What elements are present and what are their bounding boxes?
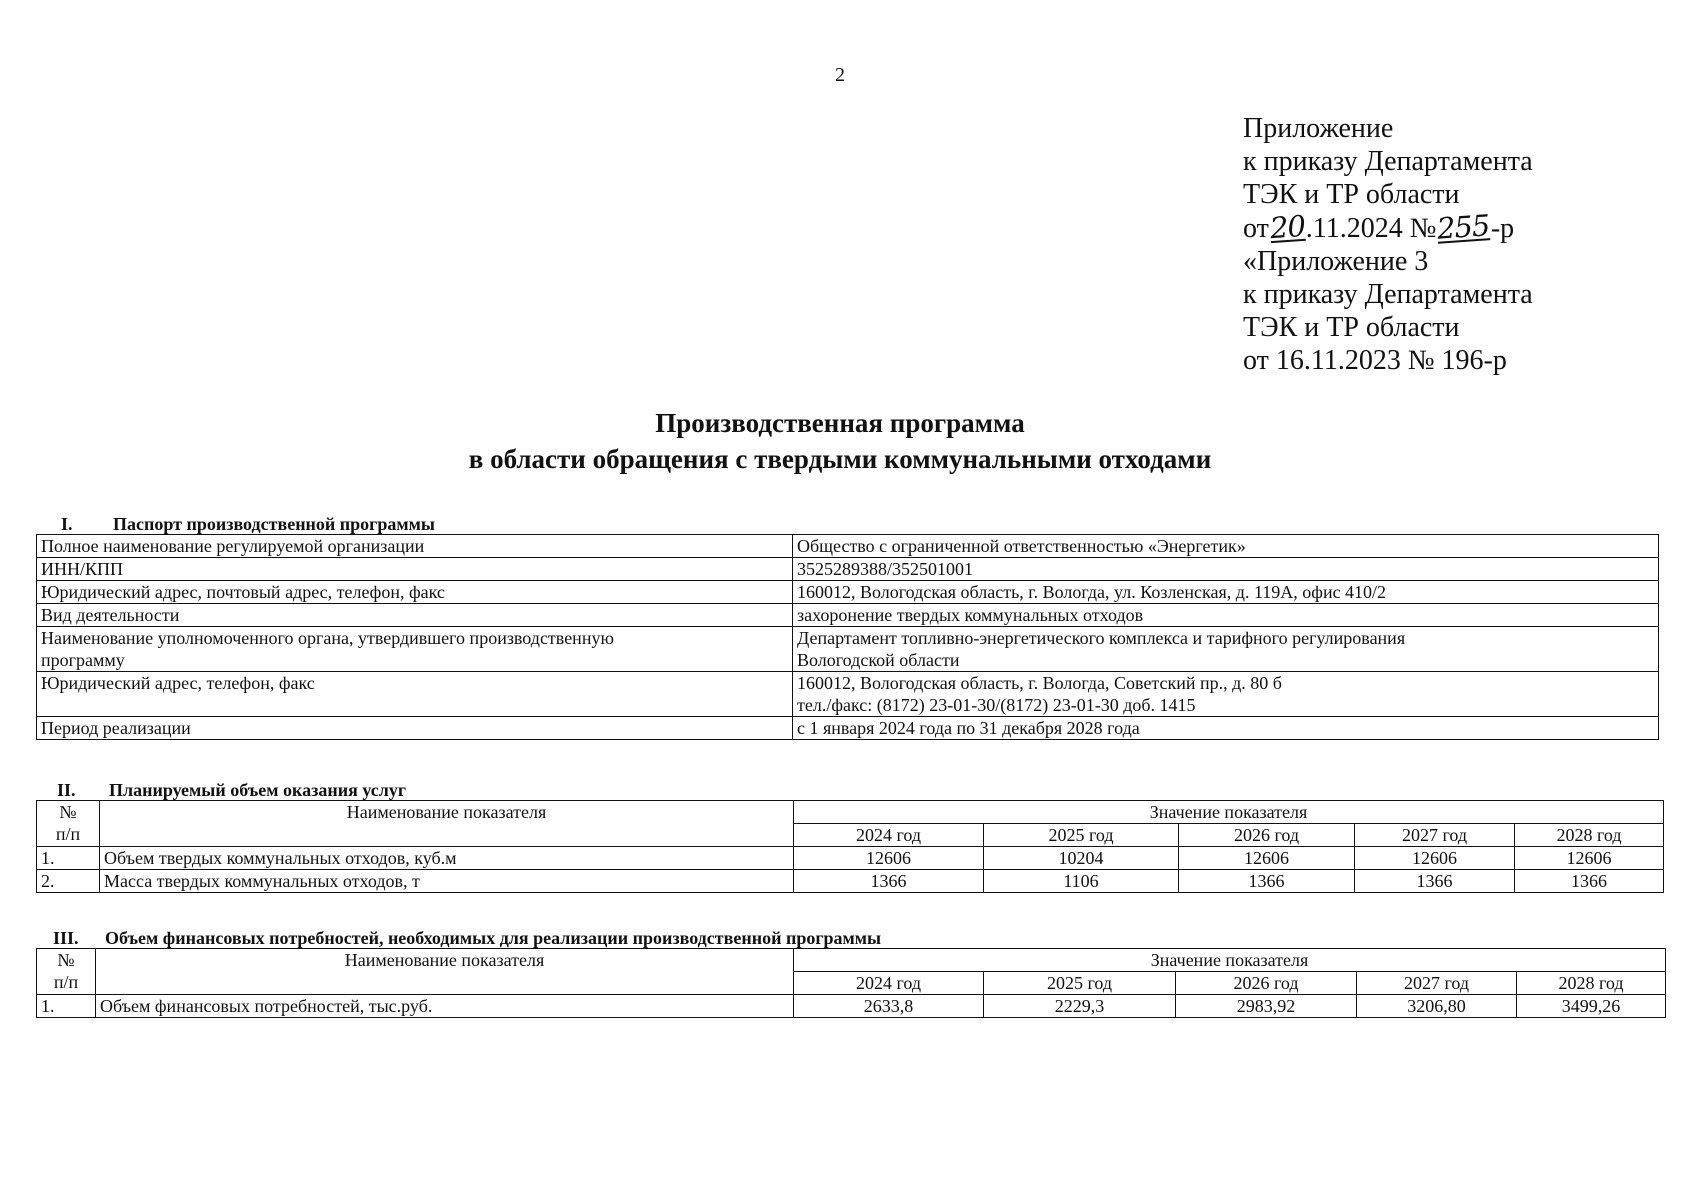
year-header: 2027 год	[1357, 972, 1517, 995]
table-cell: с 1 января 2024 года по 31 декабря 2028 года	[793, 717, 1659, 740]
year-header: 2024 год	[794, 972, 984, 995]
appendix-line: ТЭК и ТР области	[1243, 179, 1460, 210]
table-cell: 160012, Вологодская область, г. Вологда, ул. Козленская, д. 119А, офис 410/2	[793, 581, 1659, 604]
row-value: 3499,26	[1517, 995, 1666, 1018]
row-number: 1.	[37, 847, 100, 870]
appendix-line: «Приложение 3	[1243, 246, 1429, 277]
section-heading	[53, 928, 881, 948]
year-header: 2026 год	[1179, 824, 1355, 847]
document-title	[0, 405, 1680, 477]
column-header-value: Значение показателя	[794, 949, 1666, 972]
row-value: 2983,92	[1176, 995, 1357, 1018]
table-row	[37, 717, 1659, 740]
table-cell: ИНН/КПП	[37, 558, 793, 581]
cell-line: п/п	[53, 972, 79, 992]
appendix-line: Приложение	[1243, 113, 1394, 144]
row-value: 12606	[1355, 847, 1515, 870]
table-row	[37, 870, 1664, 893]
appendix-line: к приказу Департамента	[1243, 146, 1533, 177]
order-date-middle: .11.2024 №	[1305, 213, 1437, 244]
column-header-name: Наименование показателя	[96, 949, 794, 995]
year-header: 2028 год	[1515, 824, 1664, 847]
table-row	[37, 995, 1666, 1018]
appendix-line: от 16.11.2023 № 196-р	[1243, 345, 1507, 376]
row-value: 12606	[1179, 847, 1355, 870]
column-header-value: Значение показателя	[794, 801, 1664, 824]
row-value: 12606	[794, 847, 984, 870]
row-value: 2633,8	[794, 995, 984, 1018]
table-cell: Юридический адрес, почтовый адрес, телефон, факс	[37, 581, 793, 604]
passport-table	[36, 534, 1659, 740]
section-title: Планируемый объем оказания услуг	[109, 780, 407, 800]
row-value: 12606	[1515, 847, 1664, 870]
cell-line: №	[57, 950, 75, 970]
row-value: 1366	[1179, 870, 1355, 893]
table-cell	[37, 627, 793, 672]
order-date-prefix: от	[1243, 213, 1269, 244]
handwritten-order-number: 255	[1436, 208, 1491, 246]
cell-line: Вологодской области	[797, 650, 960, 670]
section-number: I.	[61, 514, 73, 534]
row-value: 1366	[1355, 870, 1515, 893]
table-row	[37, 627, 1659, 672]
row-number: 1.	[37, 995, 96, 1018]
year-header: 2024 год	[794, 824, 984, 847]
title-line: в области обращения с твердыми коммунальными отходами	[468, 444, 1212, 474]
year-header: 2026 год	[1176, 972, 1357, 995]
cell-line: №	[59, 802, 77, 822]
table-cell	[793, 672, 1659, 717]
column-header-name: Наименование показателя	[100, 801, 794, 847]
year-header: 2025 год	[984, 824, 1179, 847]
title-line: Производственная программа	[655, 408, 1025, 438]
section-heading	[61, 514, 435, 534]
row-number: 2.	[37, 870, 100, 893]
table-cell: Вид деятельности	[37, 604, 793, 627]
row-value: 1366	[1515, 870, 1664, 893]
table-cell: 3525289388/352501001	[793, 558, 1659, 581]
year-header: 2027 год	[1355, 824, 1515, 847]
order-number-suffix: -р	[1490, 213, 1515, 244]
appendix-line: к приказу Департамента	[1243, 279, 1533, 310]
section-number: II.	[57, 780, 76, 800]
table-cell: Период реализации	[37, 717, 793, 740]
table-row	[37, 535, 1659, 558]
cell-line: Наименование уполномоченного органа, утвердившего производственную	[41, 628, 614, 648]
table-row	[37, 581, 1659, 604]
cell-line: 160012, Вологодская область, г. Вологда, Советский пр., д. 80 б	[797, 673, 1282, 693]
financial-needs-table	[36, 948, 1666, 1018]
table-cell	[793, 627, 1659, 672]
year-header: 2025 год	[984, 972, 1176, 995]
table-row	[37, 558, 1659, 581]
cell-line: п/п	[55, 824, 81, 844]
table-cell: Полное наименование регулируемой организации	[37, 535, 793, 558]
row-name: Объем твердых коммунальных отходов, куб.м	[100, 847, 794, 870]
table-row	[37, 847, 1664, 870]
table-header-row	[37, 801, 1664, 824]
appendix-order-line	[1243, 208, 1533, 246]
row-name: Объем финансовых потребностей, тыс.руб.	[96, 995, 794, 1018]
appendix-block	[1243, 112, 1533, 377]
row-value: 3206,80	[1357, 995, 1517, 1018]
row-value: 10204	[984, 847, 1179, 870]
row-value: 2229,3	[984, 995, 1176, 1018]
section-number: III.	[53, 928, 79, 948]
table-cell: Юридический адрес, телефон, факс	[37, 672, 793, 717]
section-heading	[57, 780, 406, 800]
row-name: Масса твердых коммунальных отходов, т	[100, 870, 794, 893]
year-header: 2028 год	[1517, 972, 1666, 995]
table-row	[37, 672, 1659, 717]
column-header-number	[37, 949, 96, 995]
section-title: Паспорт производственной программы	[113, 514, 435, 534]
services-volume-table	[36, 800, 1664, 893]
row-value: 1106	[984, 870, 1179, 893]
section-title: Объем финансовых потребностей, необходимых для реализации производственной программы	[105, 928, 882, 948]
appendix-line: ТЭК и ТР области	[1243, 312, 1460, 343]
table-row	[37, 604, 1659, 627]
handwritten-day: 20	[1268, 208, 1306, 246]
column-header-number	[37, 801, 100, 847]
cell-line: тел./факс: (8172) 23-01-30/(8172) 23-01-30 доб. 1415	[797, 695, 1196, 715]
page-number: 2	[835, 64, 845, 86]
table-header-row	[37, 949, 1666, 972]
table-cell: захоронение твердых коммунальных отходов	[793, 604, 1659, 627]
row-value: 1366	[794, 870, 984, 893]
cell-line: программу	[41, 650, 125, 670]
cell-line: Департамент топливно-энергетического комплекса и тарифного регулирования	[797, 628, 1406, 648]
table-cell: Общество с ограниченной ответственностью «Энергетик»	[793, 535, 1659, 558]
